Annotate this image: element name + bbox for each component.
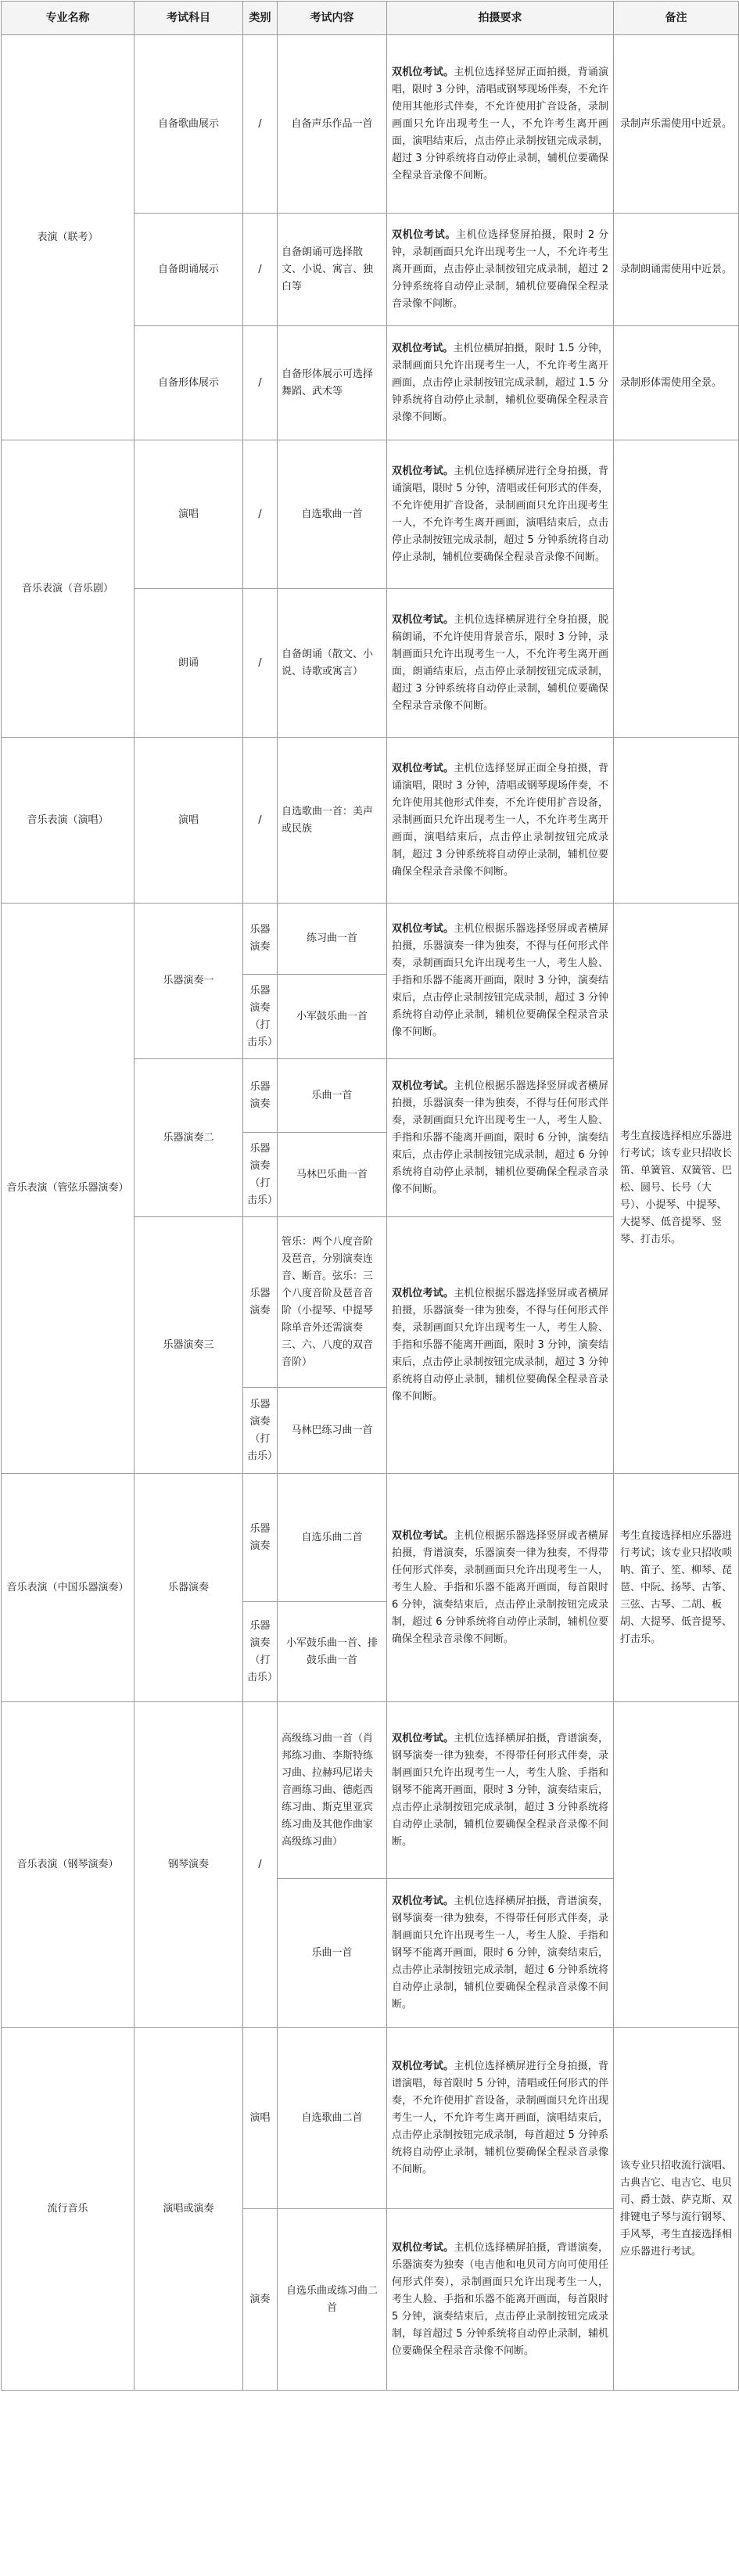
major-cell: 流行音乐 bbox=[2, 2028, 135, 2391]
table-row bbox=[2, 35, 739, 214]
header-major: 专业名称 bbox=[2, 2, 135, 35]
note-cell bbox=[614, 1702, 739, 2028]
requirement-cell bbox=[387, 1474, 614, 1702]
header-category: 类别 bbox=[243, 2, 278, 35]
category-cell: / bbox=[243, 589, 278, 738]
header-notes: 备注 bbox=[614, 2, 739, 35]
subject-cell: 自备形体展示 bbox=[135, 326, 243, 440]
note-cell: 录制形体需使用全景。 bbox=[614, 326, 739, 440]
requirement-heading: 双机位考试。 bbox=[392, 2060, 454, 2072]
category-cell: 乐器演奏 bbox=[243, 904, 278, 975]
category-cell: / bbox=[243, 1702, 278, 2028]
note-cell bbox=[614, 738, 739, 904]
requirement-heading: 双机位考试。 bbox=[392, 228, 457, 241]
subject-cell: 乐器演奏一 bbox=[135, 904, 243, 1059]
requirement-text: 主机位选择横屏拍摄，背谱演奏，钢琴演奏一律为独奏，不得带任何形式伴奏，录制画面只允许出现考生一人，考生人脸、手指和钢琴不能离开画面，限时 3 分钟，演奏结束后，点击停止录制按钮完成录制，超过 3 分钟系统将自动停止录制，辅机位要确保全程录音录像不间断。 bbox=[392, 1732, 608, 1848]
table-row bbox=[2, 1474, 739, 1602]
category-cell: 乐器演奏 bbox=[243, 1059, 278, 1133]
requirement-cell bbox=[387, 1702, 614, 1879]
requirement-text: 主机位选择横屏拍摄，背谱演奏，乐器演奏为独奏（电吉他和电贝司方向可使用任何形式伴奏），录制画面只允许出现考生一人，考生人脸、手指和乐器不能离开画面，每首限时 5 分钟，演奏结束后，点击停止录制按钮完成录制，每首超过 5 分钟系统将自动停止录制，辅机位要确保全程录音录像不间断。 bbox=[392, 2241, 608, 2357]
category-cell: 演奏 bbox=[243, 2209, 278, 2391]
content-cell: 小军鼓乐曲一首 bbox=[278, 975, 387, 1059]
content-cell: 自选歌曲二首 bbox=[278, 2028, 387, 2209]
requirement-cell bbox=[387, 904, 614, 1059]
requirement-cell bbox=[387, 1059, 614, 1217]
requirement-cell bbox=[387, 326, 614, 440]
content-cell: 自备朗诵（散文、小说、诗歌或寓言） bbox=[278, 589, 387, 738]
note-cell: 考生直接选择相应乐器进行考试；该专业只招收长笛、单簧管、双簧管、巴松、圆号、长号（大号）、小提琴、中提琴、大提琴、低音提琴、竖琴、打击乐。 bbox=[614, 904, 739, 1474]
requirement-cell bbox=[387, 440, 614, 589]
content-cell: 自选歌曲一首 bbox=[278, 440, 387, 589]
note-cell: 录制朗诵需使用中近景。 bbox=[614, 214, 739, 326]
requirement-text: 主机位选择横屏进行全身拍摄，脱稿朗诵，不允许使用背景音乐，限时 3 分钟，录制画面只允许出现考生一人，不允许考生离开画面，朗诵结束后，点击停止录制按钮完成录制，超过 3 分钟系统将自动停止录制，辅机位要确保全程录音录像不间断。 bbox=[392, 613, 608, 712]
exam-requirements-table bbox=[1, 1, 739, 2391]
major-cell: 音乐表演（钢琴演奏） bbox=[2, 1702, 135, 2028]
category-cell: 演唱 bbox=[243, 2028, 278, 2209]
major-cell: 音乐表演（演唱） bbox=[2, 738, 135, 904]
requirement-cell bbox=[387, 738, 614, 904]
requirement-cell bbox=[387, 1217, 614, 1474]
subject-cell: 自备歌曲展示 bbox=[135, 35, 243, 214]
note-cell: 考生直接选择相应乐器进行考试；该专业只招收唢呐、笛子、笙、柳琴、琵琶、中阮、扬琴、古筝、三弦、古琴、二胡、板胡、大提琴、低音提琴、打击乐。 bbox=[614, 1474, 739, 1702]
category-cell: / bbox=[243, 738, 278, 904]
category-cell: 乐器演奏（打击乐） bbox=[243, 1133, 278, 1217]
content-cell: 自选歌曲一首：美声或民族 bbox=[278, 738, 387, 904]
content-cell: 自备声乐作品一首 bbox=[278, 35, 387, 214]
subject-cell: 钢琴演奏 bbox=[135, 1702, 243, 2028]
subject-cell: 乐器演奏 bbox=[135, 1474, 243, 1702]
requirement-text: 主机位选择竖屏正面拍摄，背诵演唱，限时 3 分钟，清唱或钢琴现场伴奏，不允许使用其他形式伴奏，不允许使用扩音设备，录制画面只允许出现考生一人，不允许考生离开画面，演唱结束后，点击停止录制按钮完成录制，超过 3 分钟系统将自动停止录制，辅机位要确保全程录音录像不间断。 bbox=[392, 66, 608, 181]
note-cell: 该专业只招收流行演唱、古典吉它、电吉它、电贝司、爵士鼓、萨克斯、双排键电子琴与流行钢琴、手风琴，考生直接选择相应乐器进行考试。 bbox=[614, 2028, 739, 2391]
major-cell: 表演（联考） bbox=[2, 35, 135, 440]
requirement-heading: 双机位考试。 bbox=[392, 1529, 454, 1542]
category-cell: / bbox=[243, 326, 278, 440]
major-cell: 音乐表演（管弦乐器演奏） bbox=[2, 904, 135, 1474]
header-requirements: 拍摄要求 bbox=[387, 2, 614, 35]
subject-cell: 演唱或演奏 bbox=[135, 2028, 243, 2391]
content-cell: 自备形体展示可选择舞蹈、武术等 bbox=[278, 326, 387, 440]
header-subject: 考试科目 bbox=[135, 2, 243, 35]
subject-cell: 乐器演奏三 bbox=[135, 1217, 243, 1474]
requirement-text: 主机位根据乐器选择竖屏或者横屏拍摄，乐器演奏一律为独奏，不得与任何形式伴奏，录制画面只允许出现考生一人，考生人脸、手指和乐器不能离开画面，限时 3 分钟，演奏结束后，点击停止录制按钮完成录制，超过 3 分钟系统将自动停止录制，辅机位要确保全程录音录像不间断。 bbox=[392, 923, 608, 1038]
category-cell: 乐器演奏 bbox=[243, 1217, 278, 1388]
requirement-heading: 双机位考试。 bbox=[392, 923, 454, 935]
category-cell: 乐器演奏（打击乐） bbox=[243, 1602, 278, 1702]
requirement-heading: 双机位考试。 bbox=[392, 1287, 454, 1299]
requirement-text: 主机位根据乐器选择竖屏或者横屏拍摄，乐器演奏一律为独奏，不得与任何形式伴奏，录制画面只允许出现考生一人，考生人脸、手指和乐器不能离开画面，限时 6 分钟，演奏结束后，点击停止录制按钮完成录制，超过 6 分钟系统将自动停止录制，辅机位要确保全程录音录像不间断。 bbox=[392, 1080, 608, 1195]
content-cell: 高级练习曲一首（肖邦练习曲、李斯特练习曲、拉赫玛尼诺夫音画练习曲、德彪西练习曲、斯克里亚宾练习曲及其他作曲家高级练习曲） bbox=[278, 1702, 387, 1879]
major-cell: 音乐表演（音乐剧） bbox=[2, 440, 135, 738]
header-row bbox=[2, 2, 739, 35]
table-row bbox=[2, 904, 739, 975]
requirement-cell bbox=[387, 2209, 614, 2391]
subject-cell: 朗诵 bbox=[135, 589, 243, 738]
subject-cell: 演唱 bbox=[135, 440, 243, 589]
requirement-text: 主机位横屏拍摄，限时 1.5 分钟，录制画面只允许出现考生一人，不允许考生离开画面，点击停止录制按钮完成录制，超过 1.5 分钟系统将自动停止录制，辅机位要确保全程录音录像不间断。 bbox=[392, 342, 608, 423]
table-row bbox=[2, 2028, 739, 2209]
note-cell: 录制声乐需使用中近景。 bbox=[614, 35, 739, 214]
requirement-heading: 双机位考试。 bbox=[392, 1895, 454, 1907]
content-cell: 自选乐曲二首 bbox=[278, 1474, 387, 1602]
header-content: 考试内容 bbox=[278, 2, 387, 35]
content-cell: 管乐：两个八度音阶及琶音，分别演奏连音、断音。弦乐：三个八度音阶及琶音音阶（小提琴、中提琴除单音外还需演奏三、六、八度的双音音阶） bbox=[278, 1217, 387, 1388]
requirement-cell bbox=[387, 2028, 614, 2209]
requirement-text: 主机位选择横屏进行全身拍摄，背诵演唱，限时 5 分钟，清唱或任何形式的伴奏，不允许使用扩音设备，录制画面只允许出现考生一人，不允许考生离开画面，演唱结束后，点击停止录制按钮完成录制，超过 5 分钟系统将自动停止录制，辅机位要确保全程录音录像不间断。 bbox=[392, 465, 608, 563]
content-cell: 自备朗诵可选择散文、小说、寓言、独白等 bbox=[278, 214, 387, 326]
category-cell: 乐器演奏 bbox=[243, 1474, 278, 1602]
content-cell: 乐曲一首 bbox=[278, 1059, 387, 1133]
requirement-cell bbox=[387, 35, 614, 214]
category-cell: / bbox=[243, 35, 278, 214]
requirement-heading: 双机位考试。 bbox=[392, 1732, 454, 1744]
major-cell: 音乐表演（中国乐器演奏） bbox=[2, 1474, 135, 1702]
requirement-heading: 双机位考试。 bbox=[392, 66, 454, 78]
requirement-heading: 双机位考试。 bbox=[392, 342, 454, 354]
requirement-text: 主机位根据乐器选择竖屏或者横屏拍摄，背谱演奏，乐器演奏一律为独奏，不得带任何形式伴奏，录制画面只允许出现考生一人，考生人脸、手指和乐器不能离开画面，每首限时 6 分钟，演奏结束后，点击停止录制按钮完成录制，超过 6 分钟系统将自动停止录制，辅机位要确保全程录音录像不间断。 bbox=[392, 1529, 608, 1645]
note-cell bbox=[614, 440, 739, 738]
requirement-cell bbox=[387, 214, 614, 326]
category-cell: 乐器演奏（打击乐） bbox=[243, 1388, 278, 1474]
table-row bbox=[2, 1702, 739, 1879]
requirement-heading: 双机位考试。 bbox=[392, 465, 454, 477]
subject-cell: 自备朗诵展示 bbox=[135, 214, 243, 326]
requirement-heading: 双机位考试。 bbox=[392, 762, 454, 774]
requirement-heading: 双机位考试。 bbox=[392, 613, 454, 626]
requirement-cell bbox=[387, 589, 614, 738]
requirement-text: 主机位选择横屏进行全身拍摄，背谱演唱，每首限时 5 分钟，清唱或任何形式的伴奏，不允许使用扩音设备，录制画面只允许出现考生一人，不允许考生离开画面，演唱结束后，点击停止录制按钮完成录制，每首超过 5 分钟系统将自动停止录制，辅机位要确保全程录音录像不间断。 bbox=[392, 2060, 608, 2175]
content-cell: 小军鼓乐曲一首、排鼓乐曲一首 bbox=[278, 1602, 387, 1702]
requirement-heading: 双机位考试。 bbox=[392, 2241, 454, 2254]
content-cell: 乐曲一首 bbox=[278, 1879, 387, 2028]
subject-cell: 演唱 bbox=[135, 738, 243, 904]
table-row bbox=[2, 738, 739, 904]
requirement-text: 主机位选择横屏拍摄，背谱演奏，钢琴演奏一律为独奏，不得带任何形式伴奏，录制画面只允许出现考生一人，考生人脸、手指和钢琴不能离开画面，限时 6 分钟，演奏结束后，点击停止录制按钮完成录制，超过 6 分钟系统将自动停止录制，辅机位要确保全程录音录像不间断。 bbox=[392, 1895, 608, 2010]
category-cell: / bbox=[243, 214, 278, 326]
content-cell: 自选乐曲或练习曲二首 bbox=[278, 2209, 387, 2391]
requirement-heading: 双机位考试。 bbox=[392, 1080, 454, 1092]
content-cell: 马林巴乐曲一首 bbox=[278, 1133, 387, 1217]
subject-cell: 乐器演奏二 bbox=[135, 1059, 243, 1217]
category-cell: / bbox=[243, 440, 278, 589]
category-cell: 乐器演奏（打击乐） bbox=[243, 975, 278, 1059]
requirement-text: 主机位选择竖屏正面全身拍摄，背诵演唱，限时 3 分钟，清唱或钢琴现场伴奏，不允许使用其他形式伴奏，不允许使用扩音设备，录制画面只允许出现考生一人，不允许考生离开画面，演唱结束后，点击停止录制按钮完成录制，超过 3 分钟系统将自动停止录制，辅机位要确保全程录音录像不间断。 bbox=[392, 762, 608, 878]
content-cell: 马林巴练习曲一首 bbox=[278, 1388, 387, 1474]
requirement-cell bbox=[387, 1879, 614, 2028]
requirement-text: 主机位根据乐器选择竖屏或者横屏拍摄，乐器演奏一律为独奏，不得与任何形式伴奏，录制画面只允许出现考生一人，考生人脸、手指和乐器不能离开画面，限时 3 分钟，演奏结束后，点击停止录制按钮完成录制，超过 3 分钟系统将自动停止录制，辅机位要确保全程录音录像不间断。 bbox=[392, 1287, 608, 1403]
requirement-text: 主机位选择竖屏拍摄，限时 2 分钟，录制画面只允许出现考生一人，不允许考生离开画面，点击停止录制按钮完成录制，超过 2 分钟系统将自动停止录制，辅机位要确保全程录音录像不间断。 bbox=[392, 228, 608, 310]
table-row bbox=[2, 440, 739, 589]
content-cell: 练习曲一首 bbox=[278, 904, 387, 975]
